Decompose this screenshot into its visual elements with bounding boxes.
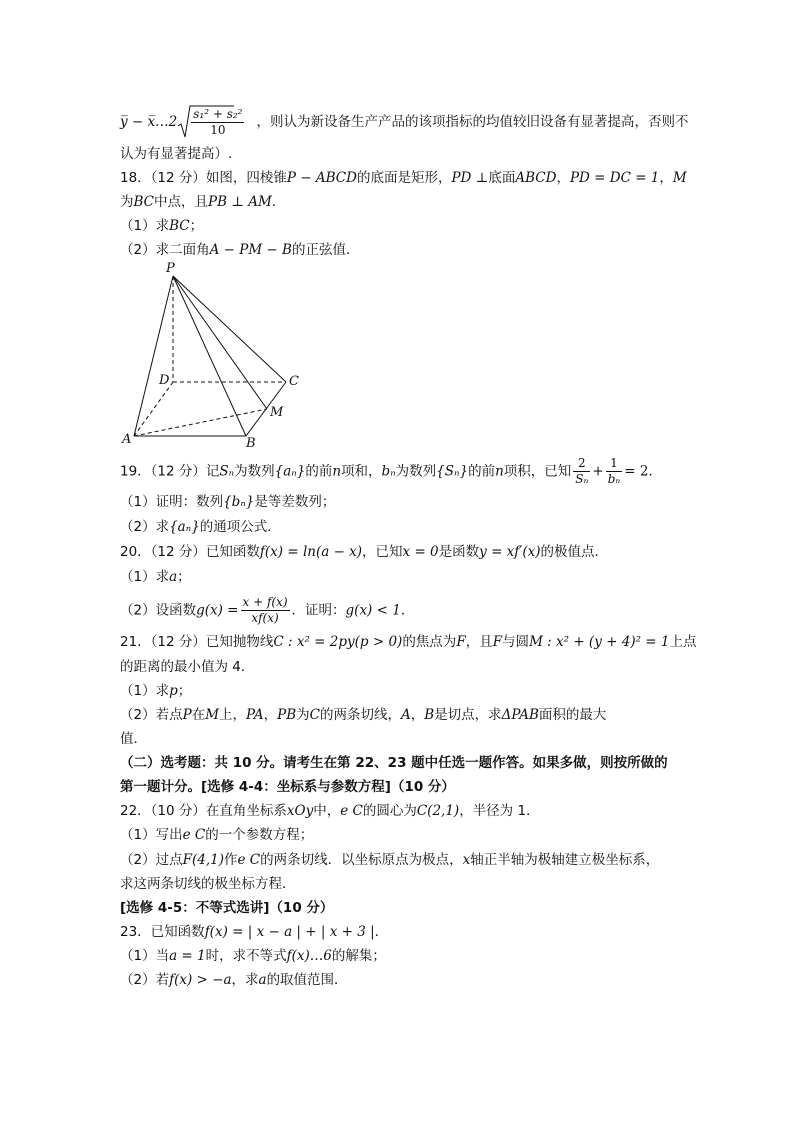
q17-line2: 认为有显著提高）. (120, 146, 233, 162)
q19-math: {aₙ} (169, 519, 200, 535)
q23-math: f(x) = | x − a | + | x + 3 | (204, 924, 375, 940)
q19-text: 项积，已知 (503, 463, 572, 480)
q19-text: 的通项公式． (199, 519, 281, 535)
q18-part2 (120, 240, 359, 260)
q23-line1 (120, 922, 388, 942)
q21-part2 (120, 705, 606, 725)
q21-text: 在 (191, 707, 206, 723)
q18-text: ， (659, 170, 673, 186)
q18-text: 的底面是矩形， (356, 170, 452, 186)
q17-frac-den: 10 (210, 122, 226, 137)
q22-math: xOy (286, 803, 314, 819)
q22-text: ，半径为 1． (459, 803, 540, 819)
edge-DA (134, 382, 173, 436)
q17-frac-num: s₁² + s₂² (193, 106, 243, 121)
q20-text: 的极值点． (540, 544, 608, 560)
q21-part2-cont: 值． (120, 731, 147, 747)
q19-eq: = 2 (624, 463, 649, 480)
q21-math: C : x² = 2py(p > 0) (273, 634, 403, 650)
q19-text: 为数列 (395, 463, 437, 480)
q23-part2 (120, 970, 348, 990)
q22-part2-cont: 求这两条切线的极坐标方程． (120, 876, 296, 892)
q22-part1 (120, 825, 313, 845)
q19-frac1-den: Sₙ (575, 472, 589, 486)
q22-text: 作 (223, 852, 238, 868)
label-M: M (270, 405, 284, 420)
q23-math: f(x)…6 (286, 948, 332, 964)
q18-math: A − PM − B (209, 242, 292, 258)
q21-text: 上点 (669, 634, 697, 650)
q19-text: ． (648, 463, 662, 480)
q20-math: g(x) < 1 (345, 602, 401, 619)
q21-math: P (182, 707, 192, 723)
q20-text: （1）求 (120, 569, 170, 585)
q22-text: 22．（10 分）在直角坐标系 (120, 803, 287, 819)
q22-text: 的一个参数方程； (205, 827, 314, 843)
q21-math: F (492, 634, 503, 650)
q23-math: a = 1 (169, 948, 206, 964)
q22-text: （1）写出 (120, 827, 183, 843)
q19-math: bₙ (381, 463, 396, 480)
q22-math: e C (237, 852, 261, 868)
q17-text: ，则认为新设备生产产品的该项指标的均值较旧设备有显著提高，否则不 (256, 114, 689, 130)
q23-text: ，求 (231, 972, 259, 988)
q21-text: （2）若点 (120, 707, 183, 723)
q22-math: x (462, 852, 471, 868)
q20-frac-den: xf(x) (251, 611, 279, 625)
q23-text: 23．已知函数 (120, 924, 205, 940)
q18-text: ； (189, 218, 204, 234)
q18-math: M (672, 170, 687, 186)
q22-math: C(2,1) (416, 803, 460, 819)
q19-line1 (120, 456, 662, 487)
q21-text: ，且 (465, 634, 493, 650)
q19-text: 的前 (468, 463, 496, 480)
q19-text: 为数列 (234, 463, 275, 480)
q19-math: n (495, 463, 504, 480)
q22-part2 (120, 850, 659, 870)
q18-text: 中点，且 (154, 194, 209, 210)
q21-line2: 的距离的最小值为 4． (120, 659, 255, 675)
q22-math: e C (182, 827, 206, 843)
q21-text: ， (263, 707, 278, 723)
edge-PA (134, 276, 173, 436)
edge-PM (173, 276, 267, 409)
q20-text: 20．（12 分）已知函数 (120, 544, 260, 560)
q18-math: BC (169, 218, 190, 234)
q21-math: p (169, 683, 178, 699)
q18-text: （1）求 (120, 218, 170, 234)
q21-line1 (120, 632, 696, 652)
q18-text: 底面 (488, 170, 516, 186)
q23-text: （2）若 (120, 972, 170, 988)
q19-text: 是等差数列； (254, 494, 336, 510)
q18-part1 (120, 216, 203, 236)
q19-frac2-den: bₙ (607, 472, 621, 486)
q20-text: 是函数 (438, 544, 480, 560)
edge-PC (173, 276, 286, 382)
q22-line1 (120, 801, 540, 821)
q19-text: （2）求 (120, 519, 170, 535)
q17-fraction (191, 107, 244, 138)
q20-math: f(x) = ln(a − x) (259, 544, 363, 560)
q23-math: a (258, 972, 267, 988)
q22-math: e C (340, 803, 363, 819)
q21-text: 的两条切线， (319, 707, 401, 723)
q22-text: 的圆心为 (362, 803, 417, 819)
q19-math: n (332, 463, 342, 480)
q23-text: ． (374, 924, 389, 940)
q22-text: （2）过点 (120, 852, 183, 868)
q20-frac-num: x + f(x) (242, 595, 288, 609)
q19-frac2-num: 1 (606, 456, 623, 472)
q20-line1 (120, 542, 608, 562)
q19-frac1-num: 2 (573, 456, 590, 472)
q21-text: （1）求 (120, 683, 170, 699)
q21-math: M : x² + (y + 4)² = 1 (529, 634, 670, 650)
q19-part2 (120, 517, 281, 537)
q21-text: ， (410, 707, 425, 723)
q18-math: ABCD (515, 170, 557, 186)
q22-math: F(4,1) (182, 852, 224, 868)
q23-text: 时，求不等式 (205, 948, 287, 964)
q20-text: ，已知 (362, 544, 403, 560)
q21-text: 的焦点为 (402, 634, 457, 650)
q20-text: ．证明： (291, 602, 346, 619)
q20-text: （2）设函数 (120, 602, 197, 619)
q18-math: PD ⊥ (451, 170, 489, 186)
q23-math: f(x) > −a (169, 972, 232, 988)
q19-frac2 (606, 456, 623, 487)
q21-math: A (400, 707, 411, 723)
q23-text: （1）当 (120, 948, 170, 964)
q18-text: 的正弦值． (291, 242, 360, 258)
q19-math: {bₙ} (223, 494, 255, 510)
q19-text: 的前 (305, 463, 333, 480)
q19-math: Sₙ (219, 463, 235, 480)
q18-math: P − ABCD (286, 170, 357, 186)
q17-formula-left: y̅ − x̅…2 (120, 114, 178, 130)
label-A: A (122, 432, 132, 447)
q21-math: ΔPAB (501, 707, 539, 723)
q18-math: PD = DC = 1 (569, 170, 660, 186)
q21-math: M (205, 707, 220, 723)
q21-text: ； (177, 683, 192, 699)
q19-math: {aₙ} (274, 463, 306, 480)
label-D: D (159, 373, 170, 388)
q18-math: BC (133, 194, 155, 210)
q21-math: PA (246, 707, 264, 723)
section2-line1: （二）选考题：共 10 分。请考生在第 22、23 题中任选一题作答。如果多做，则按所做的 (120, 755, 668, 771)
q18-text: 为 (120, 194, 134, 210)
q21-text: 为 (296, 707, 310, 723)
q19-text: （1）证明：数列 (120, 494, 224, 510)
q18-math: PB ⊥ AM (208, 194, 272, 210)
q23-text: 的解集； (331, 948, 386, 964)
q21-text: 面积的最大 (538, 707, 607, 723)
q20-math: a (169, 569, 178, 585)
q20-math: y = xf′(x) (479, 544, 541, 560)
q18-text: 18．（12 分）如图，四棱锥 (120, 170, 287, 186)
edge-PB (173, 276, 246, 436)
q22-text: 轴正半轴为极轴建立极坐标系， (470, 852, 660, 868)
q20-part2 (120, 595, 414, 626)
q20-frac (241, 595, 290, 626)
q23-part1 (120, 946, 386, 966)
q19-plus: + (592, 463, 604, 480)
q21-math: PB (277, 707, 297, 723)
q17-formula-line (120, 104, 688, 140)
pyramid-figure (118, 258, 308, 450)
q21-text: 与圆 (502, 634, 530, 650)
q19-math: {Sₙ} (436, 463, 469, 480)
q21-math: B (424, 707, 435, 723)
q20-part1 (120, 567, 191, 587)
q21-part1 (120, 681, 191, 701)
section2-line2: 第一题计分。[选修 4-4：坐标系与参数方程]（10 分） (120, 779, 455, 795)
label-P: P (166, 261, 175, 276)
label-B: B (246, 436, 256, 450)
q21-text: 是切点，求 (434, 707, 502, 723)
q18-text: （2）求二面角 (120, 242, 210, 258)
q21-math: F (456, 634, 466, 650)
section3-title: [选修 4-5：不等式选讲]（10 分） (120, 900, 334, 916)
edge-AM (134, 409, 267, 436)
q20-math: g(x) = (196, 602, 239, 619)
q19-text: 19．（12 分）记 (120, 463, 220, 480)
q19-frac1 (573, 456, 590, 487)
q23-text: 的取值范围． (266, 972, 348, 988)
q20-math: x = 0 (402, 544, 439, 560)
q21-text: 上， (219, 707, 247, 723)
q18-line1 (120, 168, 687, 188)
q22-text: 中， (313, 803, 341, 819)
q18-text: ， (556, 170, 570, 186)
q20-text: ； (177, 569, 191, 585)
q19-part1 (120, 492, 335, 512)
q18-text: ． (271, 194, 286, 210)
q21-text: 21．（12 分）已知抛物线 (120, 634, 274, 650)
q21-math: C (309, 707, 320, 723)
label-C: C (289, 374, 299, 389)
q22-text: 的两条切线．以坐标原点为极点， (260, 852, 463, 868)
q18-line2 (120, 192, 285, 212)
q19-text: 项和， (341, 463, 382, 480)
q20-text: ． (400, 602, 415, 619)
